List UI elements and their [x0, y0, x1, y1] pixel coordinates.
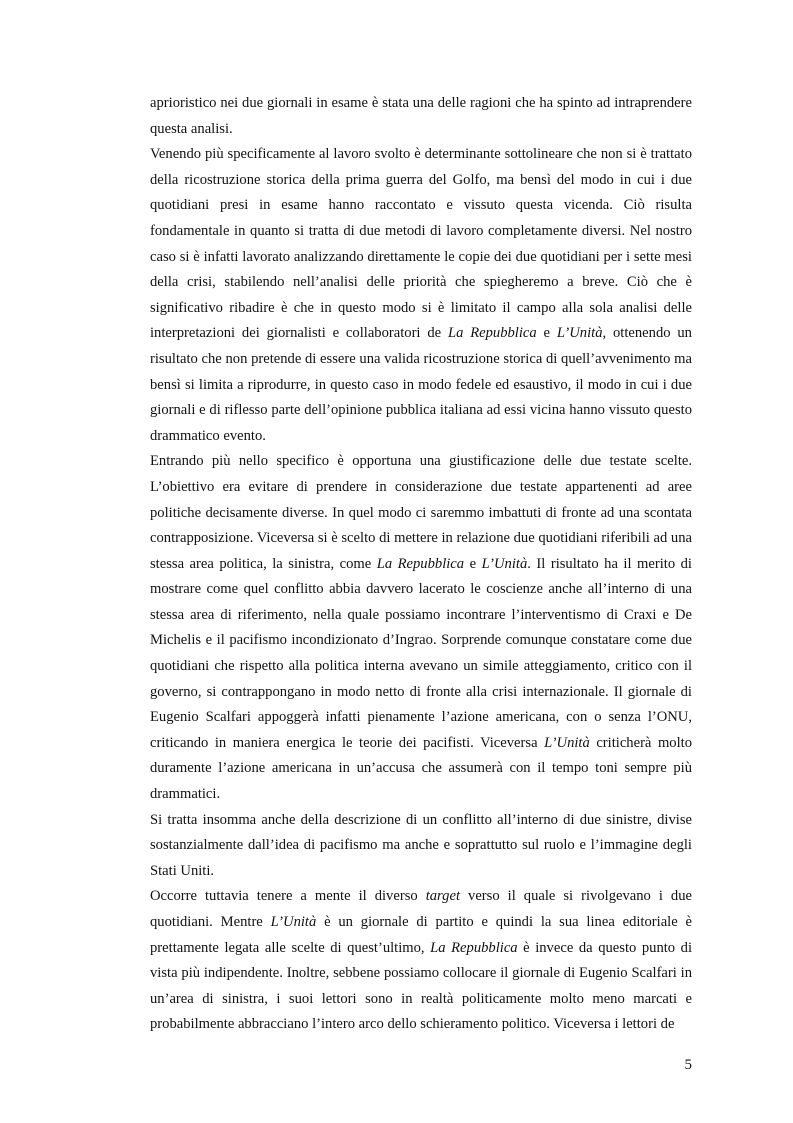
paragraph — [150, 449, 692, 807]
text-segment: Entrando più nello specifico è opportuna una giustificazione delle due testate scelte. L’obiettivo era evitare di prendere in considerazione due testate appartenenti ad aree politiche decisamente diverse. In quel modo ci saremmo imbattuti di fronte ad una scontata contrapposizione. Viceversa si è scelto di mettere in relazione due quotidiani riferibili ad una stessa area politica, la sinistra, come — [150, 453, 692, 572]
text-segment: Venendo più specificamente al lavoro svolto è determinante sottolineare che non si è trattato della ricostruzione storica della prima guerra del Golfo, ma bensì del modo in cui i due quotidiani presi in esame hanno raccontato e vissuto questa vicenda. Ciò risulta fondamentale in quanto si tratta di due metodi di lavoro completamente diversi. Nel nostro caso si è infatti lavorato analizzando direttamente le copie dei due quotidiani per i sette mesi della crisi, stabilendo nell’analisi delle priorità che spiegheremo a breve. Ciò che è significativo ribadire è che in questo modo si è limitato il campo alla sola analisi delle interpretazioni dei giornalisti e collaboratori de — [150, 146, 692, 342]
text-segment: Si tratta insomma anche della descrizione di un conflitto all’interno di due sinistre, divise sostanzialmente dall’idea di pacifismo ma anche e soprattutto sul ruolo e l’immagine degli Stati Uniti. — [150, 811, 692, 879]
text-segment: e — [464, 555, 482, 572]
italic-text-segment: L’Unità — [270, 914, 317, 930]
text-segment: verso il quale si rivolgevano i due quotidiani. Mentre — [150, 888, 692, 930]
text-segment: . Il risultato ha il merito di mostrare come quel conflitto abbia davvero lacerato le coscienze anche all’interno di una stessa area di riferimento, nella quale possiamo incontrare l’interventismo di Craxi e De Michelis e il pacifismo incondizionato d’Ingrao. Sorprende comunque constatare come due quotidiani che rispetto alla politica interna avevano un simile atteggiamento, critico con il governo, si contrappongano in modo netto di fronte alla crisi internazionale. Il giornale di Eugenio Scalfari appoggerà infatti pienamente l’azione americana, con o senza l’ONU, criticando in maniera energica le teorie dei pacifisti. Viceversa — [150, 555, 692, 751]
text-segment: , ottenendo un risultato che non pretende di essere una valida ricostruzione storica di quell’avvenimento ma bensì si limita a riprodurre, in questo caso in modo fedele ed esaustivo, il modo in cui i due giornali e di riflesso parte dell’opinione pubblica italiana ad essi vicina hanno vissuto questo drammatico evento. — [150, 325, 692, 444]
italic-text-segment: L’Unità — [481, 555, 528, 572]
paragraph — [150, 91, 692, 142]
text-segment: criticherà molto duramente l’azione americana in un’accusa che assumerà con il tempo toni sempre più drammatici. — [150, 734, 692, 803]
italic-text-segment: La Repubblica — [447, 325, 537, 342]
italic-text-segment: L’Unità — [556, 325, 603, 342]
paragraph — [150, 884, 692, 1038]
text-segment: Occorre tuttavia tenere a mente il diverso — [150, 888, 426, 905]
text-segment: aprioristico nei due giornali in esame è stata una delle ragioni che ha spinto ad intraprendere questa analisi. — [150, 95, 692, 137]
italic-text-segment: target — [425, 888, 461, 905]
paragraph — [150, 142, 692, 449]
text-segment: è invece da questo punto di vista più indipendente. Inoltre, sebbene possiamo collocare il giornale di Eugenio Scalfari in un’area di sinistra, i suoi lettori sono in realtà politicamente molto meno marcati e probabilmente abbracciano l’intero arco dello schieramento politico. Viceversa i lettori de — [150, 939, 693, 1033]
italic-text-segment: La Repubblica — [430, 939, 518, 956]
italic-text-segment: La Repubblica — [376, 555, 465, 572]
page-number: 5 — [684, 1057, 692, 1073]
body-text — [150, 91, 692, 1038]
text-segment: è un giornale di partito e quindi la sua linea editoriale è prettamente legata alle scelte di quest’ultimo, — [150, 914, 692, 956]
paragraph — [150, 808, 692, 885]
italic-text-segment: L’Unità — [544, 734, 590, 751]
text-segment: e — [536, 325, 557, 342]
